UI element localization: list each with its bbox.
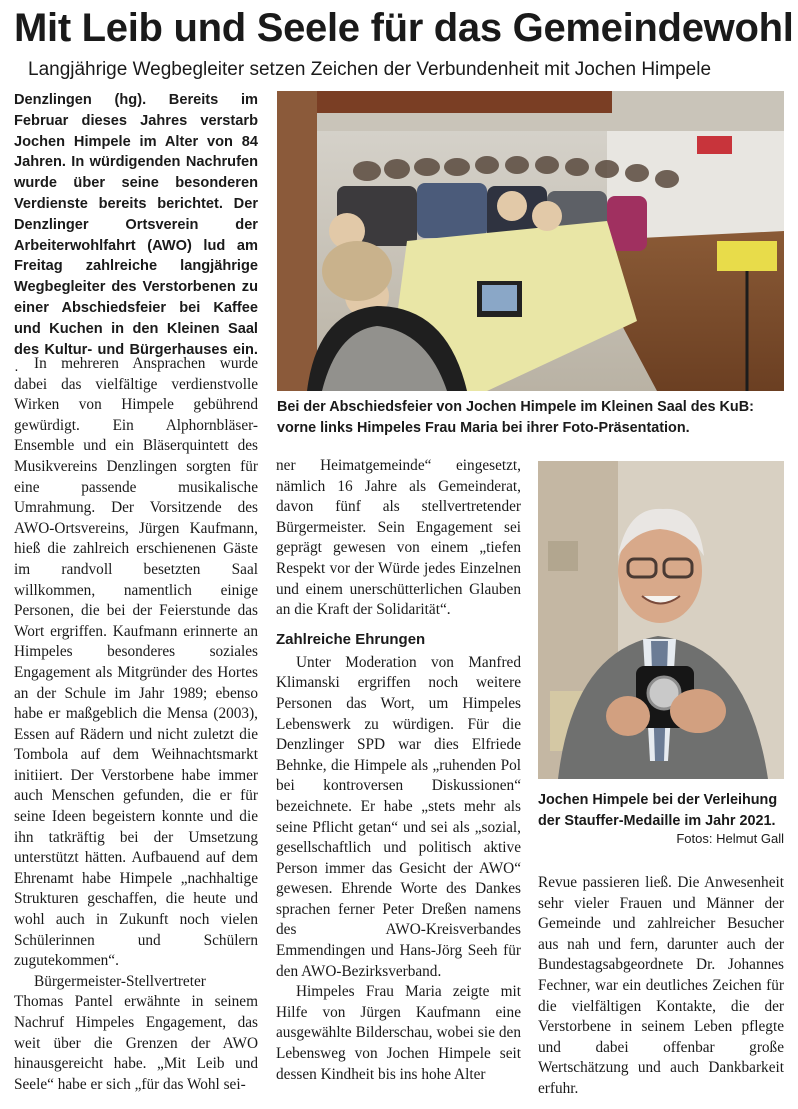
- hall-photo-caption: Bei der Abschiedsfeier von Jochen Himpele im Kleinen Saal des KuB: vorne links Himpeles Frau Maria bei ihrer Foto-Präsentation.: [277, 399, 754, 436]
- photo-credit: Fotos: Helmut Gall: [676, 831, 784, 846]
- lead-text: Denzlingen (hg). Bereits im Februar dieses Jahres verstarb Jochen Himpele im Alter von 84 Jahren. In würdigenden Nachrufen wurde über seine besonderen Verdienste bereits berichtet. Der Denzlinger Ortsverein der Arbeiterwohlfahrt (AWO) lud am Freitag zahlreiche langjährige Wegbegleiter des Verstorbenen zu einer Abschiedsfeier bei Kaffee und Kuchen in den Kleinen Saal des Kultur- und Bürgerhauses ein.: [14, 92, 258, 358]
- col1-paragraph-2: Bürgermeister-Stellvertreter Thomas Pantel erwähnte in seinem Nachruf Himpeles Engagement, das weit über die Grenzen der AWO hinausgereicht habe. „Mit Leib und Seele“ habe er sich „für das Wohl sei-: [14, 972, 258, 1093]
- column-1: [14, 354, 258, 1095]
- column-3: [538, 873, 784, 1100]
- col2-paragraph-3: Himpeles Frau Maria zeigte mit Hilfe von Jürgen Kaufmann eine ausgewählte Bilderschau, wobei sie den Lebensweg von Jochen Himpele seit dessen Kindheit bis ins hohe Alter: [276, 983, 521, 1083]
- hall-photo: [277, 91, 784, 391]
- col2-subheading: Zahlreiche Ehrungen: [276, 630, 426, 648]
- col2-paragraph-2: Unter Moderation von Manfred Klimanski ergriffen noch weitere Personen das Wort, um Himpeles Lebenswerk zu würdigen. Für die Denzlinger SPD war dies Elfriede Behnke, die Himpele als „ruhenden Pol bei kontroversen Diskussionen“ bezeichnete. Er habe „stets mehr als seine Pflicht getan“ und sei als „sozial, gesellschaftlich und politisch aktive Person immer das Gesicht der AWO“ gewesen. Ehrende Worte des Dankes sprachen ferner Peter Dreßen namens des AWO-Kreisverbandes Emmendingen und Hans-Jörg Seeh für den AWO-Bezirksverband.: [276, 653, 521, 980]
- lead-paragraph: [14, 90, 258, 381]
- col2-paragraph-1: ner Heimatgemeinde“ eingesetzt, nämlich 16 Jahre als Gemeinderat, davon fünf als stellvertretender Bürgermeister. Sein Engagement sei geprägt gewesen von einem „tiefen Respekt vor der Würde jedes Einzelnen und einem unerschütterlichen Glauben an die Kraft der Solidarität“.: [276, 457, 521, 619]
- column-2: [276, 456, 521, 1085]
- portrait-photo-caption: Jochen Himpele bei der Verleihung der Stauffer-Medaille im Jahr 2021.: [538, 792, 778, 829]
- portrait-photo: [538, 461, 784, 779]
- lead-mark: ·: [14, 362, 19, 379]
- headline: Mit Leib und Seele für das Gemeindewohl: [14, 6, 794, 50]
- col1-paragraph-1: In mehreren Ansprachen wurde dabei das vielfältige verdienstvolle Wirken von Himpele gebührend gewürdigt. Ein Alphornbläser-Ensemble und ein Bläserquintett des Musikvereins Denzlingen sorgten für eine passende musikalische Umrahmung. Der Vorsitzende des AWO-Ortsvereins, Jürgen Kaufmann, hieß die zahlreich erschienenen Gäste im randvoll besetzten Saal willkommen, namentlich einige Personen, die bei der Feierstunde das Wort ergriffen. Kaufmann erinnerte an Himpeles besonderes soziales Engagement als Mitgründer des Hortes an der Schule im Jahr 1989; ebenso habe er maßgeblich die Mensa (2003), Essen auf Rädern und nicht zuletzt die Tombola auf dem Weihnachtsmarkt initiiert. Der Verstorbene habe immer auch Menschen gefunden, die er für seine Ideen begeistern konnte und die ihn tatkräftig bei der Umsetzung unterstützt hätten. Aufbauend auf dem Ehrenamt habe Himpele „nachhaltige Strukturen geschaffen, die heute und wohl auch in Zukunft noch vielen Schülerinnen und Schülern zugutekommen“.: [14, 355, 258, 970]
- col3-paragraph-1: Revue passieren ließ. Die Anwesenheit sehr vieler Frauen und Männer der Gemeinde und zahlreicher Besucher aus nah und fern, darunter auch der Bundestagsabgeordnete Dr. Johannes Fechner, war ein deutliches Zeichen für die vielfältigen Kontakte, die der Verstorbene in seinem Leben pflegte und dabei offenbar große Wertschätzung und auch Dankbarkeit erfuhr.: [538, 874, 784, 1097]
- subheadline: Langjährige Wegbegleiter setzen Zeichen der Verbundenheit mit Jochen Himpele: [28, 59, 712, 80]
